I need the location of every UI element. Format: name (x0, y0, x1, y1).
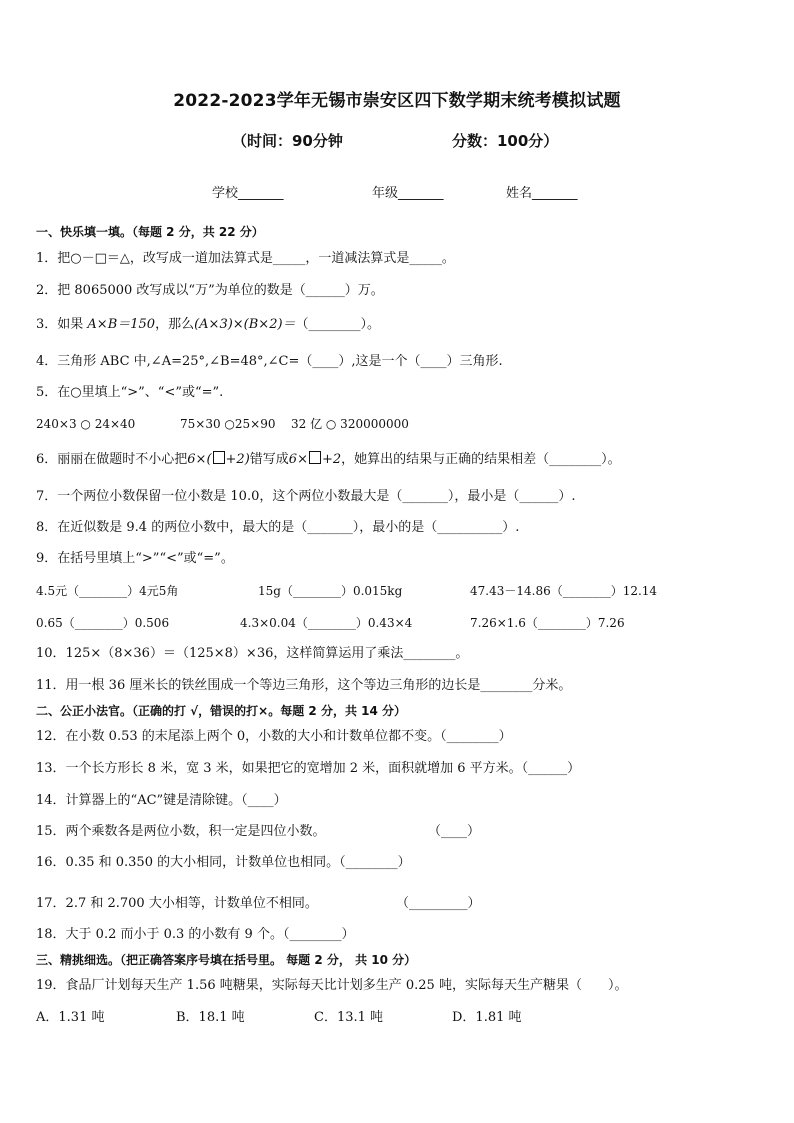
question-6-prefix: 6．丽丽在做题时不小心把 (36, 452, 188, 467)
option-d: D．1.81 吨 (452, 1010, 522, 1025)
question-6-suffix: ，她算出的结果与正确的结果相差（________）。 (341, 452, 621, 467)
option-a: A．1.31 吨 (36, 1010, 105, 1025)
question-15-blank: （____） (428, 824, 481, 839)
question-9-item: 4.5元（________）4元5角 (36, 584, 179, 598)
question-11: 11．用一根 36 厘米长的铁丝围成一个等边三角形，这个等边三角形的边长是________分米。 (36, 678, 572, 693)
question-9: 9．在括号里填上“>”“<”或“=”。 (36, 551, 234, 566)
question-17-blank: （_________） (396, 896, 481, 911)
question-13: 13．一个长方形长 8 米，宽 3 米，如果把它的宽增加 2 米，面积就增加 6 平方米。（______） (36, 761, 581, 776)
question-14: 14．计算器上的“AC”键是清除键。（____） (36, 793, 287, 808)
question-12: 12．在小数 0.53 的末尾添上两个 0，小数的大小和计数单位都不变。（________） (36, 729, 512, 744)
school-field: 学校_______ (212, 186, 284, 201)
page-title: 2022-2023学年无锡市崇安区四下数学期末统考模拟试题 (173, 91, 621, 111)
question-6-expr-wrong-b: +2 (321, 452, 342, 467)
question-16: 16．0.35 和 0.350 的大小相同，计数单位也相同。（________） (36, 855, 411, 870)
section-1-heading: 一、快乐填一填。（每题 2 分，共 22 分） (36, 225, 264, 239)
exam-score: 分数：100分） (452, 132, 559, 150)
question-9-item: 4.3×0.04（________）0.43×4 (240, 616, 413, 630)
exam-time: （时间：90分钟 (232, 132, 343, 150)
section-3-heading: 三、精挑细选。（把正确答案序号填在括号里。 每题 2 分， 共 10 分） (36, 953, 417, 967)
question-15: 15．两个乘数各是两位小数，积一定是四位小数。 (36, 824, 326, 839)
blank-square-icon (213, 451, 225, 464)
question-10: 10．125×（8×36）＝（125×8）×36，这样简算运用了乘法________。 (36, 646, 469, 661)
question-19: 19．食品厂计划每天生产 1.56 吨糖果，实际每天比计划多生产 0.25 吨，实际每天生产糖果（ ）。 (36, 978, 628, 993)
question-6-expr-correct-a: 6×( (187, 452, 212, 467)
question-3-blank: （________）。 (295, 317, 381, 332)
question-4: 4．三角形 ABC 中,∠A=25°,∠B=48°,∠C=（____）,这是一个（____）三角形. (36, 354, 503, 369)
section-2-heading: 二、公正小法官。（正确的打 √，错误的打×。每题 2 分，共 14 分） (36, 704, 406, 718)
question-18: 18．大于 0.2 而小于 0.3 的小数有 9 个。（________） (36, 927, 355, 942)
question-17: 17．2.7 和 2.700 大小相等，计数单位不相同。 (36, 896, 318, 911)
question-2: 2．把 8065000 改写成以“万”为单位的数是（______）万。 (36, 283, 384, 298)
question-3-middle: ，那么 (155, 317, 195, 332)
option-c: C．13.1 吨 (314, 1010, 384, 1025)
question-3 (36, 316, 380, 334)
question-5-item-c: 32 亿 ○ 320000000 (291, 417, 409, 431)
blank-square-icon (309, 451, 321, 464)
question-6-expr-wrong-a: 6× (288, 452, 308, 467)
question-7: 7．一个两位小数保留一位小数是 10.0，这个两位小数最大是（_______），最小是（______）. (36, 489, 576, 504)
question-3-prefix: 3．如果 (36, 317, 84, 332)
question-9-item: 47.43－14.86（________）12.14 (470, 584, 658, 598)
question-9-item: 15g（________）0.015kg (258, 584, 403, 598)
question-5-item-a: 240×3 ○ 24×40 (36, 417, 136, 431)
grade-field: 年级_______ (372, 186, 444, 201)
question-6-expr-correct-b: +2) (225, 452, 250, 467)
question-8: 8．在近似数是 9.4 的两位小数中，最大的是（_______），最小的是（__________）. (36, 520, 520, 535)
option-b: B．18.1 吨 (176, 1010, 245, 1025)
question-3-expression: (A×3)×(B×2)＝ (194, 317, 296, 332)
question-9-item: 0.65（________）0.506 (36, 616, 170, 630)
question-1: 1．把○－□＝△，改写成一道加法算式是_____，一道减法算式是_____。 (36, 251, 455, 266)
question-6-middle: 错写成 (249, 452, 289, 467)
question-6 (36, 451, 621, 469)
question-5-item-b: 75×30 ○25×90 (180, 417, 276, 431)
question-5: 5．在○里填上“>”、“<”或“=”. (36, 385, 224, 400)
name-field: 姓名_______ (506, 186, 578, 201)
question-3-condition: A×B＝150 (87, 317, 156, 332)
question-9-item: 7.26×1.6（________）7.26 (470, 616, 625, 630)
